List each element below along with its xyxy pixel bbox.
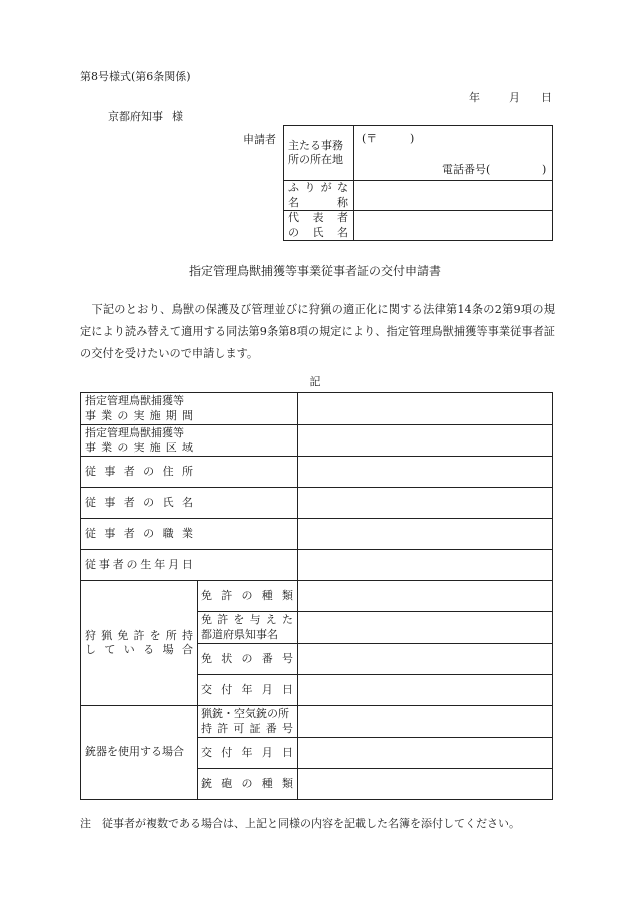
worker-name-field[interactable] [298,488,553,519]
postal-close: ) [410,132,415,145]
date-month-label: 月 [509,91,520,104]
license-issuer-label: 免 許 を 与 え た 都道府県知事名 [198,612,298,644]
representative-label: 代 表 者 [288,211,348,225]
gun-date-label: 交 付 年 月 日 [198,738,298,769]
area-field[interactable] [298,425,553,457]
details-table [80,392,553,800]
footnote: 注 従事者が複数である場合は、上記と同様の内容を記載した名簿を添付してください。 [80,817,520,830]
worker-birthdate-field[interactable] [298,550,553,581]
license-date-field[interactable] [298,675,553,706]
form-number: 第8号様式(第6条関係) [80,70,191,83]
license-date-label: 交 付 年 月 日 [198,675,298,706]
worker-occupation-label: 従 事 者 の 職 業 [81,519,298,550]
org-name-label: 名 称 [288,195,348,209]
gun-permit-field[interactable] [298,706,553,738]
date-day-label: 日 [541,91,552,104]
address-label-cell [284,126,354,181]
gun-permit-label: 猟銃・空気銃の所 持 許 可 証 番 号 [198,706,298,738]
representative-name-field[interactable] [354,211,553,241]
license-number-field[interactable] [298,644,553,675]
gun-type-field[interactable] [298,769,553,800]
body-text: 下記のとおり、鳥獣の保護及び管理並びに狩猟の適正化に関する法律第14条の2第9項の規定により読み替えて適用する同法第9条第8項の規定により、指定管理鳥獣捕獲等事業従事者証の交付を受けたいので申請します。 [80,303,555,360]
phone-label: 電話番号( [442,163,491,176]
license-issuer-field[interactable] [298,612,553,644]
period-field[interactable] [298,393,553,425]
area-label: 指定管理鳥獣捕獲等 事 業 の 実 施 区 域 [81,425,298,457]
worker-address-field[interactable] [298,457,553,488]
date-year-label: 年 [469,91,480,104]
furigana-label: ふ り が な [288,181,348,195]
gun-group-label: 銃器を使用する場合 [81,706,198,800]
worker-birthdate-label: 従 事 者 の 生 年 月 日 [81,550,298,581]
address-label: 主たる事務所の所在地 [288,138,343,166]
furigana-label-cell [284,181,354,211]
address-field[interactable] [354,126,553,181]
applicant-table [283,125,553,241]
worker-name-label: 従 事 者 の 氏 名 [81,488,298,519]
ki-heading: 記 [309,375,321,388]
license-number-label: 免 状 の 番 号 [198,644,298,675]
addressee-name: 京都府知事 [108,110,163,123]
license-type-field[interactable] [298,581,553,612]
postal-open: (〒 [362,132,378,145]
representative-name-label: の 氏 名 [288,225,348,239]
worker-occupation-field[interactable] [298,519,553,550]
representative-label-cell [284,211,354,241]
org-name-field[interactable] [354,181,553,211]
applicant-label: 申請者 [243,133,276,146]
gun-type-label: 銃 砲 の 種 類 [198,769,298,800]
license-type-label: 免 許 の 種 類 [198,581,298,612]
period-label: 指定管理鳥獣捕獲等 事 業 の 実 施 期 間 [81,393,298,425]
document-title: 指定管理鳥獣捕獲等事業従事者証の交付申請書 [188,264,441,278]
license-group-label: 狩 猟 免 許 を 所 持 し て い る 場 合 [81,581,198,706]
gun-date-field[interactable] [298,738,553,769]
worker-address-label: 従 事 者 の 住 所 [81,457,298,488]
addressee-honorific: 様 [172,110,183,123]
phone-close: ) [542,163,547,176]
